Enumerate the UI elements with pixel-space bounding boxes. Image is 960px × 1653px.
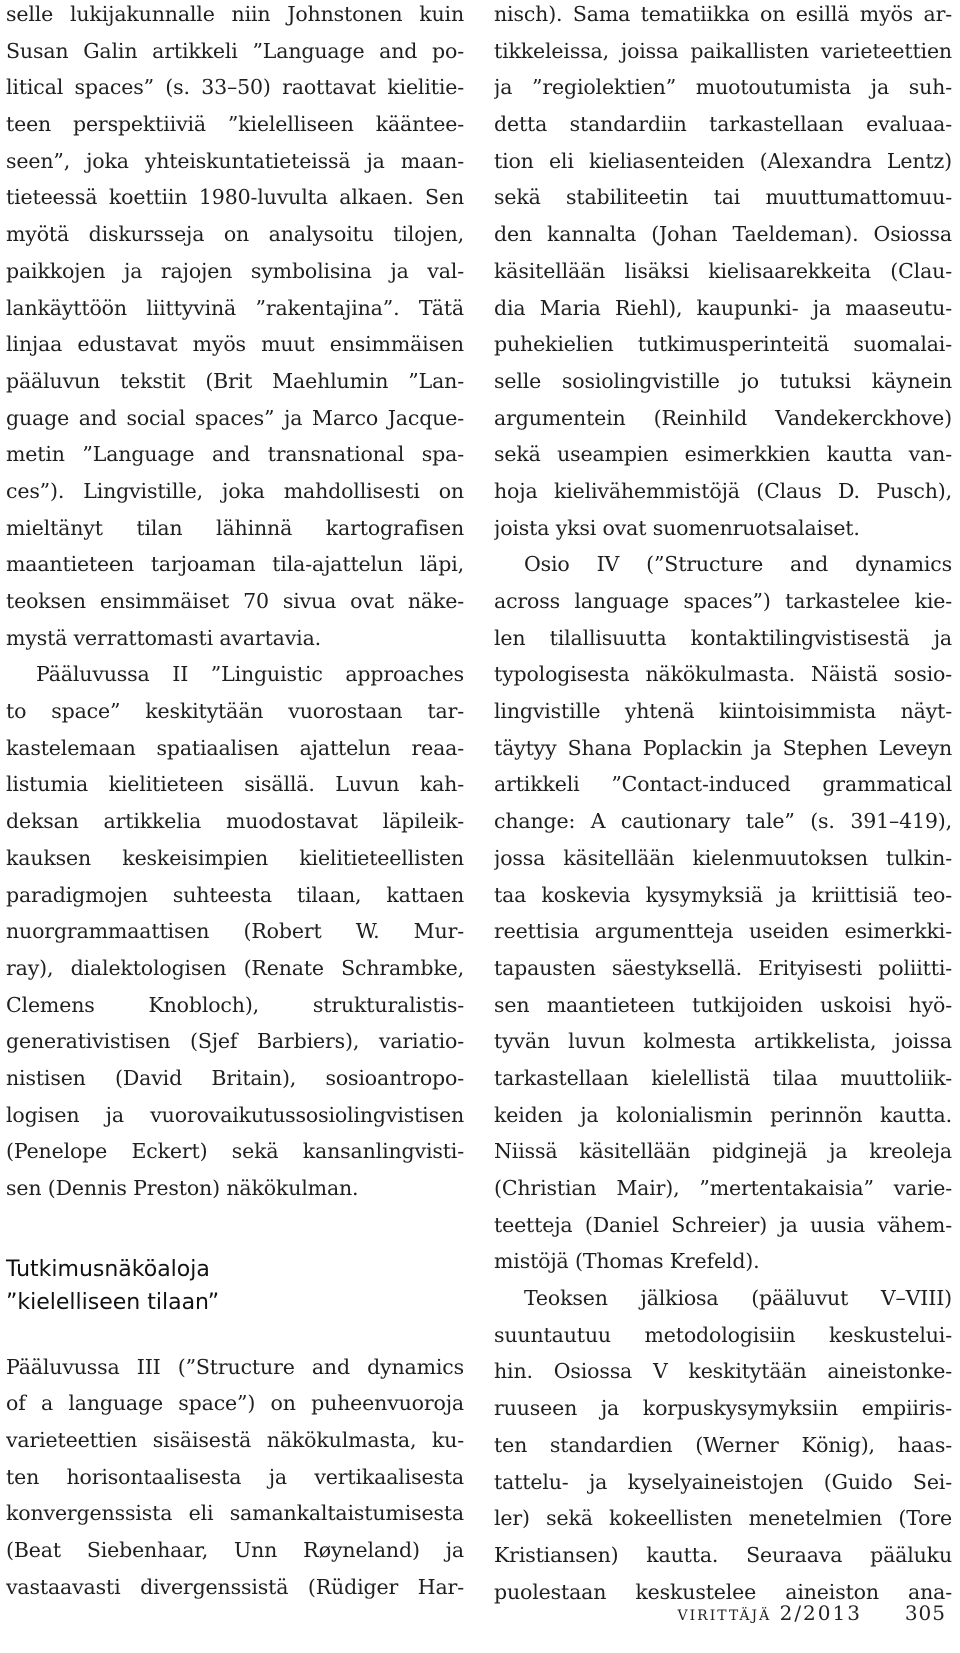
text-line: to space” keskitytään vuorostaan tar- [6,699,464,724]
text-line: tieteessä koettiin 1980-luvulta alkaen. Sen [6,185,464,210]
text-line: Teoksen jälkiosa (pääluvut V–VIII) [524,1286,952,1311]
text-line: tattelu- ja kyselyaineistojen (Guido Sei- [494,1469,952,1494]
text-line: käsitellään lisäksi kielisaarekkeita (Clau- [494,258,952,283]
text-line: deksan artikkelia muodostavat läpileik- [6,809,464,834]
text-line: ten standardien (Werner König), haas- [494,1432,952,1457]
text-line: sekä stabiliteetin tai muuttumattomuu- [494,185,952,210]
text-line: metin ”Language and transnational spa- [6,442,464,467]
text-line: konvergenssista eli samankaltaistumisesta [6,1501,464,1526]
text-line: teoksen ensimmäiset 70 sivua ovat näke- [6,589,464,613]
text-line: vastaavasti divergenssistä (Rüdiger Har- [6,1574,464,1599]
text-line: kauksen keskeisimpien kielitieteellisten [6,845,464,870]
left-column [6,0,464,1606]
text-line: lingvistille yhtenä kiintoisimmista näyt- [494,699,952,724]
text-line: logisen ja vuorovaikutussosiolingvistisen [6,1102,464,1127]
text-line: nuorgrammaattisen (Robert W. Mur- [6,919,464,944]
text-line: sen (Dennis Preston) näkökulman. [6,1176,359,1200]
paragraph [494,546,952,1280]
text-line: argumentein (Reinhild Vandekerckhove) [494,405,952,430]
paragraph [494,1280,952,1610]
text-line: dia Maria Riehl), kaupunki- ja maaseutu- [494,295,952,320]
text-line: Clemens Knobloch), strukturalistis- [6,992,464,1017]
text-line: kastelemaan spatiaalisen ajattelun reaa- [6,735,464,760]
text-line: tyvän luvun kolmesta artikkelista, joissa [494,1029,952,1054]
text-line: selle lukijakunnalle niin Johnstonen kuin [6,2,464,26]
text-line: hin. Osiossa V keskitytään aineistonke- [494,1359,952,1384]
paragraph [6,1349,464,1606]
text-line: (Beat Siebenhaar, Unn Røyneland) ja [6,1538,464,1563]
text-line: mieltänyt tilan lähinnä kartografisen [6,515,464,540]
text-line: ray), dialektologisen (Renate Schrambke, [6,955,464,980]
section-heading [6,1253,464,1319]
text-line: taa koskevia kysymyksiä ja kriittisiä teo- [494,882,952,907]
text-line: len tilallisuutta kontaktilingvistisestä ja [494,625,952,650]
text-line: listumia kielitieteen sisällä. Luvun kah- [6,772,464,797]
text-line: sekä useampien esimerkkien kautta van- [494,442,952,467]
text-line: mystä verrattomasti avartavia. [6,625,322,650]
text-line: suuntautuu metodologisiin keskustelui- [494,1322,952,1347]
text-line: Susan Galin artikkeli ”Language and po- [6,38,464,63]
text-line: sen maantieteen tutkijoiden uskoisi hyö- [494,992,952,1017]
text-line: Pääluvussa III (”Structure and dynamics [6,1354,464,1379]
text-line: Kristiansen) kautta. Seuraava pääluku [494,1542,952,1567]
text-line: hoja kielivähemmistöjä (Claus D. Pusch), [494,478,952,503]
text-line: change: A cautionary tale” (s. 391–419), [494,809,952,834]
text-line: typologisesta näkökulmasta. Näistä sosio- [494,662,952,687]
text-line: Pääluvussa II ”Linguistic approaches [36,662,464,687]
text-line: keiden ja kolonialismin perinnön kautta. [494,1102,952,1127]
paragraph [494,0,952,546]
heading-line: Tutkimusnäköaloja [6,1256,210,1282]
text-line: tapausten säestyksellä. Erityisesti poliitti- [494,955,952,980]
text-line: joista yksi ovat suomenruotsalaiset. [494,515,860,540]
text-line: den kannalta (Johan Taeldeman). Osiossa [494,222,952,247]
text-line: ja ”regiolektien” muotoutumista ja suh- [494,75,952,100]
text-line: täytyy Shana Poplackin ja Stephen Leveyn [494,735,952,760]
text-line: ler) sekä kokeellisten menetelmien (Tore [494,1506,952,1531]
text-line: of a language space”) on puheenvuoroja [6,1391,464,1416]
text-line: lankäyttöön liittyvinä ”rakentajina”. Tätä [6,295,464,320]
text-line: guage and social spaces” ja Marco Jacque- [6,405,464,430]
text-line: litical spaces” (s. 33–50) raottavat kielitie- [6,75,464,100]
journal-issue: virittäjä 2/2013 [677,1601,862,1625]
heading-line: ”kielelliseen tilaan” [6,1289,220,1315]
text-line: puolestaan keskustelee aineiston ana- [494,1579,952,1604]
text-line: artikkeli ”Contact-induced grammatical [494,772,952,797]
text-line: mistöjä (Thomas Krefeld). [494,1249,760,1274]
text-line: tikkeleissa, joissa paikallisten varieteettien [494,38,952,63]
paragraph [6,0,464,656]
text-line: paradigmojen suhteesta tilaan, kattaen [6,882,464,907]
text-line: reettisia argumentteja useiden esimerkki- [494,919,952,944]
right-column [494,0,952,1610]
text-line: nisch). Sama tematiikka on esillä myös ar- [494,2,952,26]
text-line: linjaa edustavat myös muut ensimmäisen [6,332,464,357]
text-line: ces”). Lingvistille, joka mahdollisesti on [6,478,464,503]
text-line: ruuseen ja korpuskysymyksiin empiiris- [494,1396,952,1421]
text-line: (Christian Mair), ”mertentakaisia” varie- [494,1176,952,1200]
text-line: teetteja (Daniel Schreier) ja uusia vähem- [494,1212,952,1237]
text-line: seen”, joka yhteiskuntatieteissä ja maan- [6,148,464,173]
text-line: detta standardiin tarkastellaan evaluaa- [494,112,952,137]
text-line: paikkojen ja rajojen symbolisina ja val- [6,258,464,283]
text-line: varieteettien sisäisestä näkökulmasta, ku- [6,1428,464,1453]
text-line: (Penelope Eckert) sekä kansanlingvisti- [6,1139,464,1164]
text-line: ten horisontaalisesta ja vertikaalisesta [6,1464,464,1489]
page-number: 305 [904,1601,946,1625]
text-line: maantieteen tarjoaman tila-ajattelun läpi, [6,552,464,577]
text-line: Niissä käsitellään pidginejä ja kreoleja [494,1139,952,1164]
text-line: nistisen (David Britain), sosioantropo- [6,1065,464,1090]
paragraph [6,656,464,1206]
text-line: puhekielien tutkimusperinteitä suomalai- [494,332,952,357]
text-line: pääluvun tekstit (Brit Maehlumin ”Lan- [6,368,464,393]
text-line: tion eli kieliasenteiden (Alexandra Lentz) [494,148,952,173]
text-line: tarkastellaan kielellistä tilaa muuttoliik- [494,1065,952,1090]
text-line: across language spaces”) tarkastelee kie- [494,589,952,613]
page-footer [678,1601,946,1625]
text-line: Osio IV (”Structure and dynamics [524,552,952,577]
text-line: selle sosiolingvistille jo tutuksi käynein [494,368,952,393]
text-line: jossa käsitellään kielenmuutoksen tulkin- [494,845,952,870]
text-line: generativistisen (Sjef Barbiers), variatio- [6,1029,464,1054]
text-line: myötä diskursseja on analysoitu tilojen, [6,222,464,247]
text-line: teen perspektiiviä ”kielelliseen käänteе- [6,112,464,137]
